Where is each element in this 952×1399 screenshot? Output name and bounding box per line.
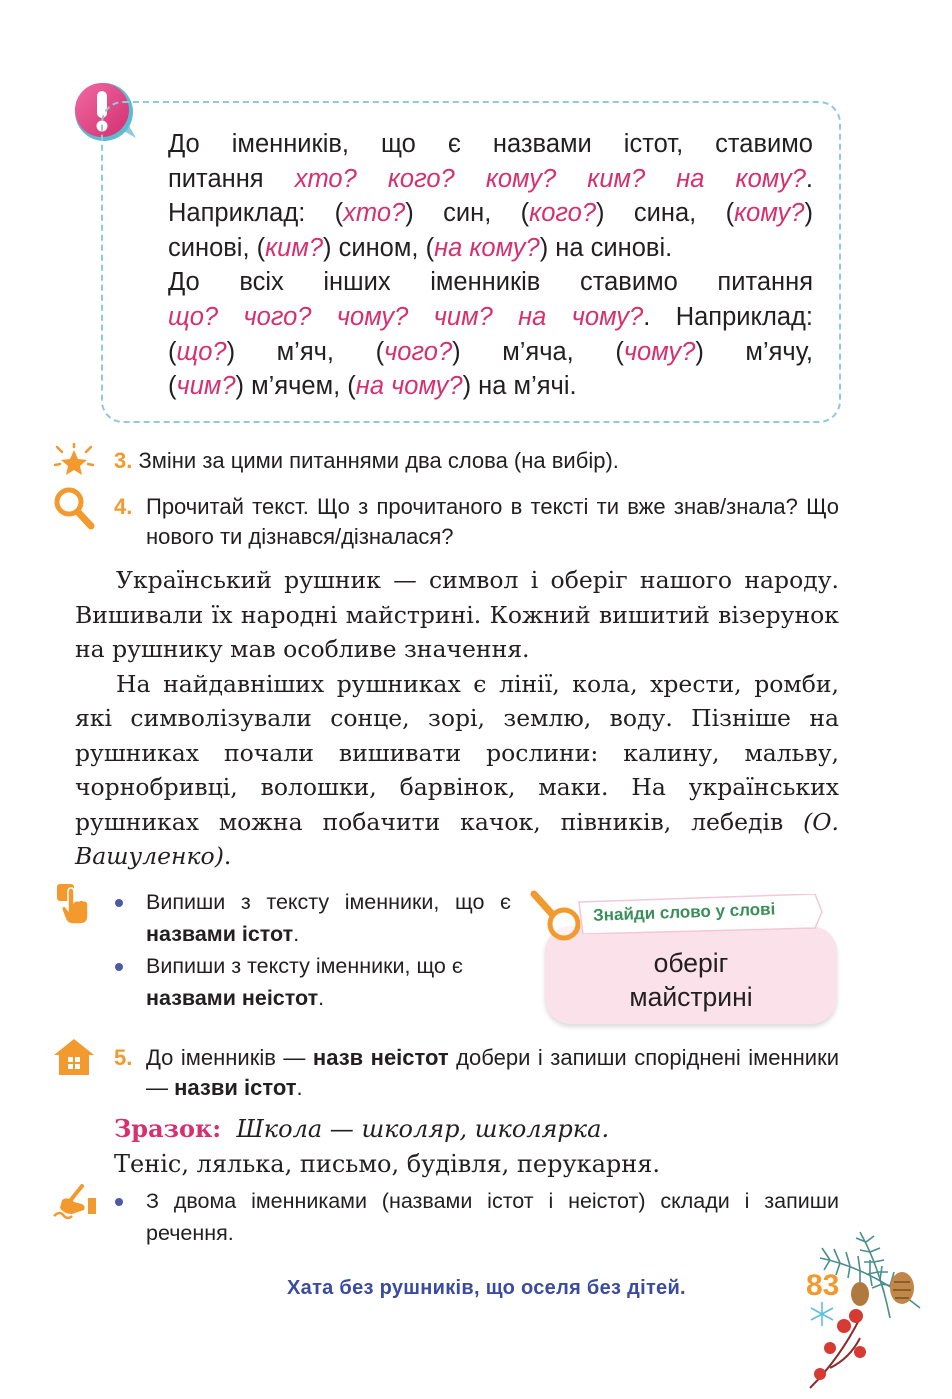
question-word: на чому? bbox=[355, 372, 463, 401]
question-word: чим? bbox=[176, 372, 236, 401]
task-3 bbox=[114, 446, 834, 476]
rule-text-part: ) м’яч, ( bbox=[226, 337, 385, 366]
question-words-animate: хто? кого? кому? ким? на кому? bbox=[294, 164, 806, 193]
writing-hand-icon bbox=[52, 1180, 98, 1220]
page-number: 83 bbox=[806, 1269, 840, 1302]
find-word-words bbox=[545, 946, 837, 1014]
reading-paragraph-2 bbox=[75, 667, 839, 874]
sample-line bbox=[114, 1112, 609, 1146]
task-text: . bbox=[296, 1075, 303, 1100]
rule-text-part: ) сина, ( bbox=[596, 199, 735, 228]
house-icon bbox=[52, 1037, 96, 1077]
find-word-title: Знайди слово у слові bbox=[592, 899, 776, 925]
bullet-text: Випиши з тексту іменники, що є bbox=[146, 890, 511, 914]
question-words-inanimate: що? чого? чому? чим? на чому? bbox=[168, 302, 644, 331]
sample-text: Школа — школяр, школярка. bbox=[236, 1115, 610, 1143]
find-word-1: оберіг bbox=[653, 948, 729, 978]
task-number: 3. bbox=[114, 448, 133, 473]
task-bold: назв неістот bbox=[312, 1045, 449, 1070]
question-word: кому? bbox=[734, 199, 805, 228]
words-line: Теніс, лялька, письмо, будівля, перукарня. bbox=[114, 1150, 661, 1178]
rule-text-part: ) на синові. bbox=[539, 233, 673, 262]
bullet-item-1 bbox=[146, 887, 511, 950]
task-number: 5. bbox=[114, 1045, 133, 1070]
bullet-text: З двома іменниками (назвами істот і неістот) склади і запиши речення. bbox=[146, 1189, 839, 1245]
question-word: ким? bbox=[265, 233, 324, 262]
rule-text bbox=[168, 127, 813, 404]
bullet-text: . bbox=[318, 985, 325, 1010]
question-word: кого? bbox=[529, 199, 597, 228]
reading-paragraph-1: Український рушник — символ і оберіг нашого народу. Вишивали їх народні майстрині. Кожний вишитий візерунок на рушнику мав особливе значення. bbox=[75, 566, 839, 663]
last-bullet bbox=[146, 1186, 839, 1249]
question-word: чому? bbox=[623, 337, 696, 366]
task-5 bbox=[114, 1043, 839, 1103]
bullet-text: . bbox=[293, 921, 300, 946]
star-icon bbox=[53, 443, 95, 481]
task-4 bbox=[114, 492, 839, 552]
question-word: чого? bbox=[384, 337, 453, 366]
hand-pointer-icon bbox=[54, 882, 92, 926]
reading-text bbox=[75, 563, 839, 874]
rule-text-part: . bbox=[805, 164, 814, 193]
rule-text-part: ) bbox=[804, 199, 813, 228]
rule-text-part: ( bbox=[168, 337, 177, 366]
pine-branch-icon bbox=[800, 1228, 952, 1394]
task-text: До іменників — bbox=[146, 1045, 313, 1070]
question-word: хто? bbox=[343, 199, 406, 228]
rule-text-part: питання bbox=[168, 164, 295, 193]
rule-text-part: ) м’ячу, bbox=[695, 337, 813, 366]
rule-text-part: ) син, ( bbox=[405, 199, 530, 228]
find-word-ribbon bbox=[575, 894, 825, 934]
bullet-bold: назвами неістот bbox=[146, 985, 319, 1010]
rule-text-part: . Наприклад: bbox=[643, 302, 814, 331]
rule-line: До всіх інших іменників ставимо питання bbox=[168, 268, 813, 297]
rule-text-part: ) м’яча, ( bbox=[452, 337, 624, 366]
rule-text-part: ) сином, ( bbox=[323, 233, 435, 262]
rule-text-part: ) на м’ячі. bbox=[462, 372, 577, 401]
task-number: 4. bbox=[114, 494, 133, 519]
bullet-bold: назвами істот bbox=[146, 921, 294, 946]
question-word: на кому? bbox=[434, 233, 540, 262]
rule-text-part: синові, ( bbox=[168, 233, 266, 262]
sample-label: Зразок: bbox=[114, 1114, 222, 1143]
question-word: що? bbox=[176, 337, 227, 366]
rule-line: До іменників, що є назвами істот, ставимо bbox=[168, 130, 813, 158]
reading-text-part: На найдавніших рушниках є лінії, кола, хрести, ромби, які символізували сонце, зорі, землю, воду. Пізніше на рушниках почали вишивати рослини: калину, мальву, чорнобривці, волошки, барвінок, маки. На українських рушниках можна побачити качок, півників, лебедів bbox=[75, 669, 839, 836]
rule-text-part: ) м’ячем, ( bbox=[235, 372, 356, 401]
bullet-dot bbox=[115, 1198, 123, 1206]
task-text: Прочитай текст. Що з прочитаного в тексті ти вже знав/знала? Що нового ти дізнався/дізналася? bbox=[146, 494, 839, 549]
task-text: добери і запиши споріднені іменники — bbox=[146, 1045, 839, 1100]
reading-text-part: . bbox=[223, 842, 232, 870]
proverb: Хата без рушників, що оселя без дітей. bbox=[287, 1277, 686, 1299]
bullet-text: Випиши з тексту іменники, що є bbox=[146, 954, 463, 978]
rule-text-part: ( bbox=[168, 372, 177, 401]
magnifier-icon bbox=[52, 485, 96, 531]
magnifier-icon bbox=[528, 890, 584, 944]
find-word-2: майстрині bbox=[629, 982, 753, 1012]
rule-text-part: Наприклад: ( bbox=[168, 199, 344, 228]
bullet-item-2 bbox=[146, 951, 491, 1014]
bullet-dot bbox=[115, 963, 123, 971]
task-text: Зміни за цими питаннями два слова (на вибір). bbox=[138, 448, 619, 473]
author: (О. Вашуленко) bbox=[75, 807, 839, 870]
task-bold: назви істот bbox=[174, 1075, 297, 1100]
bullet-dot bbox=[115, 899, 123, 907]
